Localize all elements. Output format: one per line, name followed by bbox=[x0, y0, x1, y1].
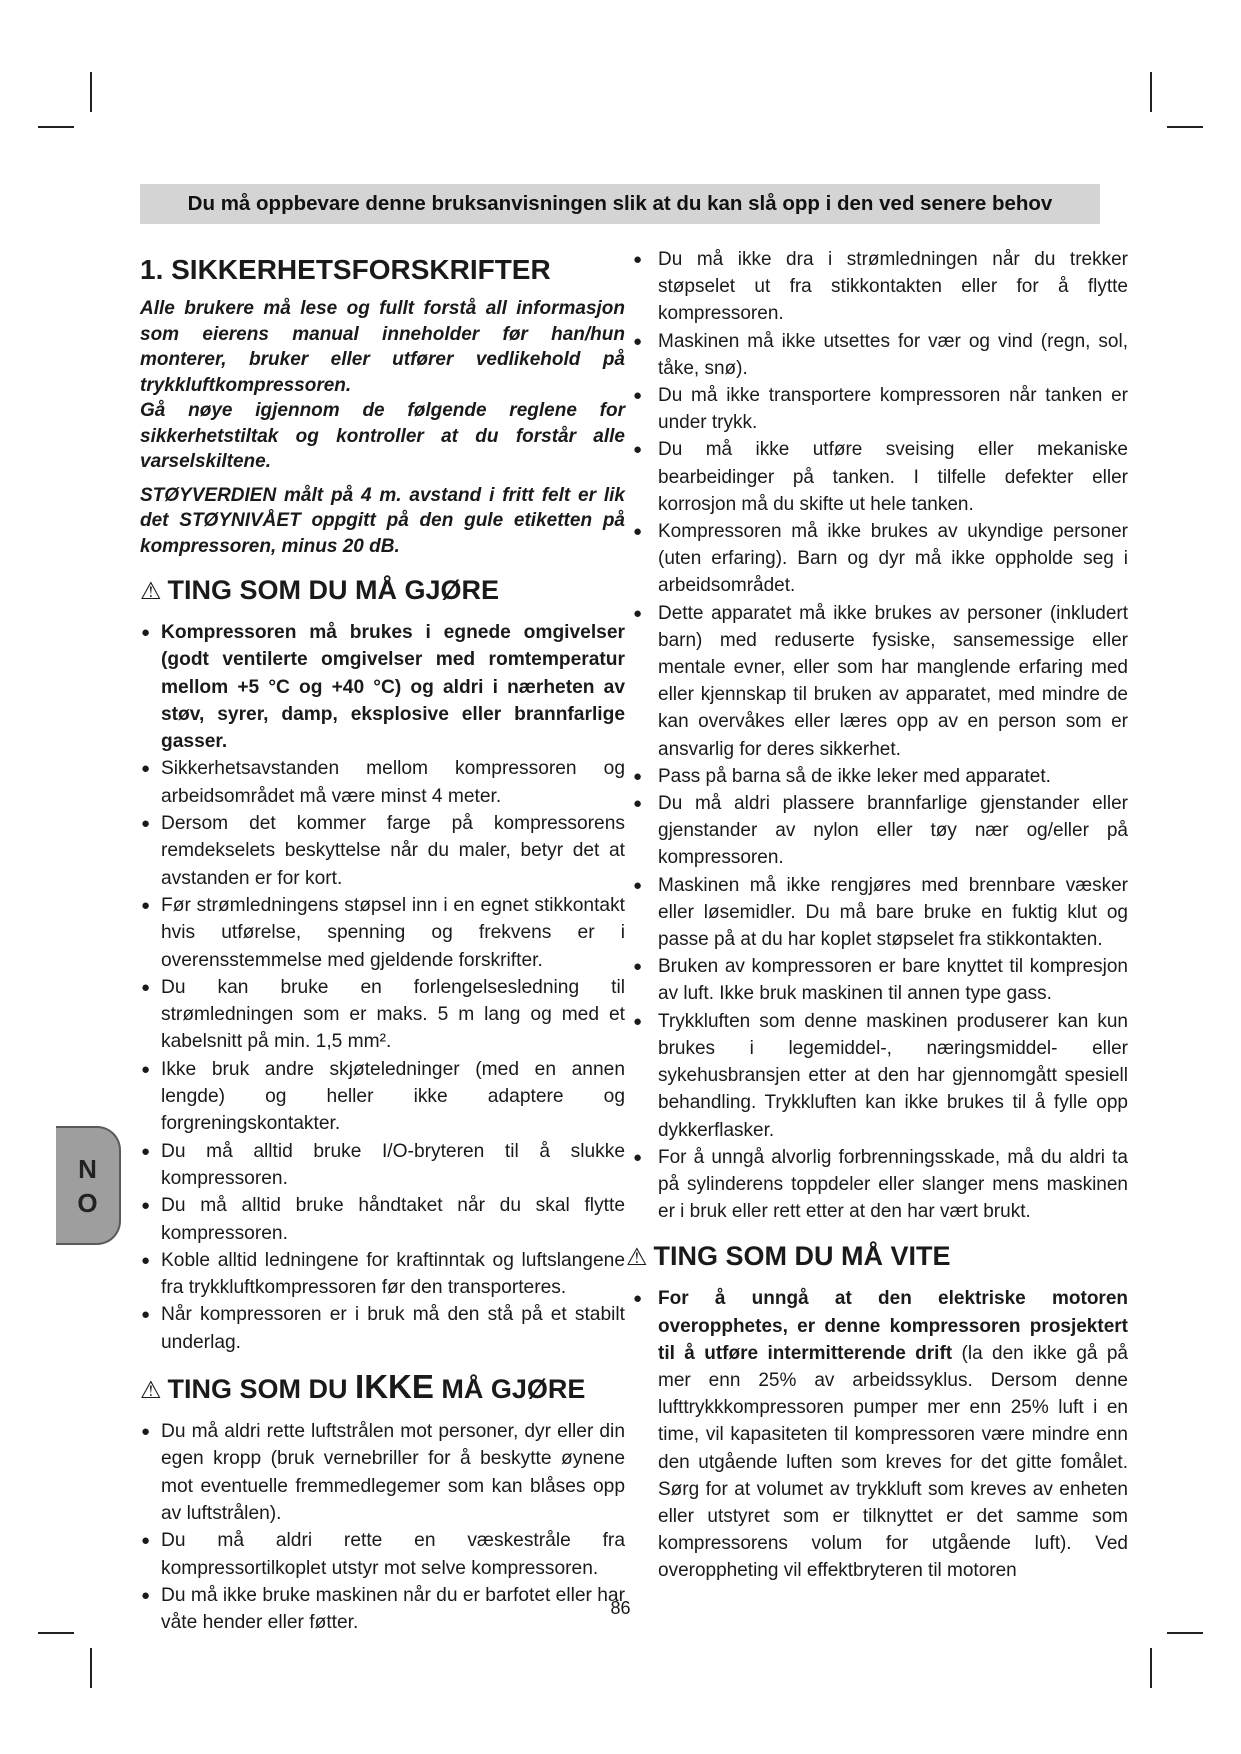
bullet-icon: ● bbox=[141, 1306, 151, 1324]
bullet-icon: ● bbox=[633, 958, 643, 976]
list-item: ● Trykkluften som denne maskinen produserer kan kun brukes i legemiddel-, næringsmiddel- eller sykehusbransjen etter at den har gjennomgått spesiell behandling. Trykkluften kan ikke brukes til å fylle opp dykkerflasker. bbox=[626, 1008, 1128, 1144]
list-item: ● Før strømledningens støpsel inn i en egnet stikkontakt hvis utførelse, spenning og frekvens er i overensstemmelse med gjeldende forskrifter. bbox=[140, 892, 625, 974]
list-item: ● For å unngå alvorlig forbrenningsskade, må du aldri ta på sylinderens toppdeler eller slanger mens maskinen er i bruk eller rett etter at den har vært brukt. bbox=[626, 1144, 1128, 1226]
bullet-icon: ● bbox=[633, 441, 643, 459]
bullet-icon: ● bbox=[633, 767, 643, 785]
bullet-icon: ● bbox=[633, 251, 643, 268]
bullet-icon: ● bbox=[141, 1586, 151, 1604]
warning-icon: ⚠ bbox=[140, 578, 162, 605]
crop-mark-bottom-left-h bbox=[38, 1632, 74, 1634]
list-item: ● Sikkerhetsavstanden mellom kompressoren og arbeidsområdet må være minst 4 meter. bbox=[140, 755, 625, 810]
crop-mark-top-left-v bbox=[90, 72, 92, 112]
bullet-icon: ● bbox=[633, 387, 643, 405]
page-number: 86 bbox=[610, 1598, 631, 1618]
intro-paragraph-2: Gå nøye igjennom de følgende reglene for sikkerhetstiltak og kontroller at du forstår alle varselskiltene. bbox=[140, 400, 625, 472]
must-do-heading bbox=[140, 573, 625, 609]
list-item: ● Kompressoren må brukes i egnede omgivelser (godt ventilerte omgivelser med romtemperatur mellom +5 °C og +40 °C) og aldri i nærheten av støv, syrer, damp, eksplosive eller brannfarlige gasser. bbox=[140, 619, 625, 755]
intro-paragraph-3: STØYVERDIEN målt på 4 m. avstand i fritt felt er lik det STØYNIVÅET oppgitt på den gule etiketten på kompressoren, minus 20 dB. bbox=[140, 484, 625, 557]
language-letter-1: N bbox=[78, 1153, 97, 1184]
list-item: ● Kompressoren må ikke brukes av ukyndige personer (uten erfaring). Barn og dyr må ikke oppholde seg i arbeidsområdet. bbox=[626, 518, 1128, 600]
bullet-icon: ● bbox=[633, 604, 643, 622]
list-item: ● Maskinen må ikke rengjøres med brennbare væsker eller løsemidler. Du må bare bruke en fuktig klut og passe på at du har koplet støpselet fra stikkontakten. bbox=[626, 872, 1128, 954]
language-letter-2: O bbox=[77, 1187, 98, 1218]
bullet-icon: ● bbox=[633, 876, 643, 894]
bullet-icon: ● bbox=[141, 760, 151, 778]
list-item: ● For å unngå at den elektriske motoren overopphetes, er denne kompressoren prosjektert til å utføre intermitterende drift (la den ikke gå på mer enn 25% av arbeidssyklus. Dersom denne lufttrykkkompressoren pumper mer enn 25% luft i en time, vil kapasiteten til kompressoren være mindre enn den utgående luften som kreves for det gitte fomålet. Sørg for at volumet av trykkluft som kreves av enheten eller utstyret som er tilknyttet er det samme som kompressorens volum for utgående luft). Ved overoppheting vil effektbryteren til motoren bbox=[626, 1285, 1128, 1584]
list-item: ● Du kan bruke en forlengelsesledning til strømledningen som er maks. 5 m lang og med et kabelsnitt på min. 1,5 mm². bbox=[140, 974, 625, 1056]
right-column bbox=[626, 246, 1128, 1585]
bullet-icon: ● bbox=[633, 1148, 643, 1166]
must-know-heading bbox=[626, 1239, 1128, 1275]
list-item: ● Maskinen må ikke utsettes for vær og vind (regn, sol, tåke, snø). bbox=[626, 328, 1128, 382]
bullet-icon: ● bbox=[141, 1423, 151, 1441]
bullet-icon: ● bbox=[141, 1197, 151, 1215]
language-tab bbox=[56, 1126, 121, 1245]
section-title: 1. SIKKERHETSFORSKRIFTER bbox=[140, 254, 551, 285]
list-item: ● Du må aldri rette luftstrålen mot personer, dyr eller din egen kropp (bruk vernebriller for å beskytte øynene mot eventuelle fremmedlegemer som kan blåses opp av luftstrålen). bbox=[140, 1418, 625, 1527]
bullet-icon: ● bbox=[141, 815, 151, 833]
list-item: ● Du må alltid bruke håndtaket når du skal flytte kompressoren. bbox=[140, 1192, 625, 1247]
list-item: ● Dette apparatet må ikke brukes av personer (inkludert barn) med reduserte fysiske, sansemessige eller mentale evner, eller som har manglende erfaring med eller kjennskap til bruken av apparatet, med mindre de kan overvåkes eller læres opp av en person som er ansvarlig for deres sikkerhet. bbox=[626, 600, 1128, 763]
bullet-icon: ● bbox=[633, 795, 643, 813]
list-item: ● Pass på barna så de ikke leker med apparatet. bbox=[626, 763, 1128, 790]
list-item: ● Når kompressoren er i bruk må den stå på et stabilt underlag. bbox=[140, 1301, 625, 1356]
list-item: ● Dersom det kommer farge på kompressorens remdekselets beskyttelse når du maler, betyr det at avstanden er for kort. bbox=[140, 810, 625, 892]
warning-icon: ⚠ bbox=[626, 1244, 648, 1272]
list-item: ● Du må ikke transportere kompressoren når tanken er under trykk. bbox=[626, 382, 1128, 436]
crop-mark-top-right-v bbox=[1150, 72, 1152, 112]
bullet-icon: ● bbox=[141, 1142, 151, 1160]
intro-paragraph-1: Alle brukere må lese og fullt forstå all informasjon som eierens manual inneholder før han/hun monterer, bruker eller utfører vedlikehold på trykkluftkompressoren. bbox=[140, 298, 625, 396]
list-item: ● Du må ikke dra i strømledningen når du trekker støpselet ut fra stikkontakten eller for å flytte kompressoren. bbox=[626, 246, 1128, 328]
crop-mark-top-right-h bbox=[1167, 126, 1203, 128]
bullet-icon: ● bbox=[141, 978, 151, 996]
bullet-icon: ● bbox=[633, 1290, 643, 1308]
list-item: ● Du må alltid bruke I/O-bryteren til å slukke kompressoren. bbox=[140, 1138, 625, 1193]
list-item: ● Du må aldri plassere brannfarlige gjenstander eller gjenstander av nylon eller tøy nær og/eller på kompressoren. bbox=[626, 790, 1128, 872]
list-item: ● Du må aldri rette en væskestråle fra kompressortilkoplet utstyr mot selve kompressoren. bbox=[140, 1527, 625, 1582]
list-item: ● Du må ikke utføre sveising eller mekaniske bearbeidinger på tanken. I tilfelle defekter eller korrosjon må du skifte ut hele tanken. bbox=[626, 436, 1128, 518]
bullet-icon: ● bbox=[141, 1251, 151, 1269]
header-banner: Du må oppbevare denne bruksanvisningen slik at du kan slå opp i den ved senere behov bbox=[140, 184, 1100, 224]
list-item: ● Du må ikke bruke maskinen når du er barfotet eller har våte hender eller føtter. bbox=[140, 1582, 625, 1637]
must-know-title: TING SOM DU MÅ VITE bbox=[653, 1241, 951, 1272]
bullet-icon: ● bbox=[633, 1012, 643, 1030]
crop-mark-bottom-right-v bbox=[1150, 1648, 1152, 1688]
must-do-title: TING SOM DU MÅ GJØRE bbox=[167, 575, 500, 605]
must-not-do-heading: ⚠ TING SOM DU IKKE MÅ GJØRE bbox=[140, 1368, 586, 1406]
bullet-icon: ● bbox=[141, 1060, 151, 1078]
crop-mark-bottom-right-h bbox=[1167, 1632, 1203, 1634]
bullet-icon: ● bbox=[633, 523, 643, 541]
list-item: ● Ikke bruk andre skjøteledninger (med en annen lengde) og heller ikke adaptere og forgreningskontakter. bbox=[140, 1056, 625, 1138]
bullet-icon: ● bbox=[633, 332, 643, 350]
left-column bbox=[140, 246, 625, 1636]
must-do-list bbox=[140, 619, 625, 1356]
list-item: ● Bruken av kompressoren er bare knyttet til kompresjon av luft. Ikke bruk maskinen til annen type gass. bbox=[626, 953, 1128, 1007]
bullet-icon: ● bbox=[141, 624, 151, 641]
warning-icon: ⚠ bbox=[140, 1377, 162, 1405]
crop-mark-top-left-h bbox=[38, 126, 74, 128]
bullet-icon: ● bbox=[141, 1532, 151, 1550]
crop-mark-bottom-left-v bbox=[90, 1648, 92, 1688]
list-item: ● Koble alltid ledningene for kraftinntak og luftslangene fra trykkluftkompressoren før den transporteres. bbox=[140, 1247, 625, 1302]
bullet-icon: ● bbox=[141, 896, 151, 914]
ikke-emphasis: IKKE bbox=[355, 1368, 434, 1406]
intro-text bbox=[140, 296, 625, 559]
must-not-do-list-right bbox=[626, 246, 1128, 1225]
must-know-list bbox=[626, 1285, 1128, 1584]
